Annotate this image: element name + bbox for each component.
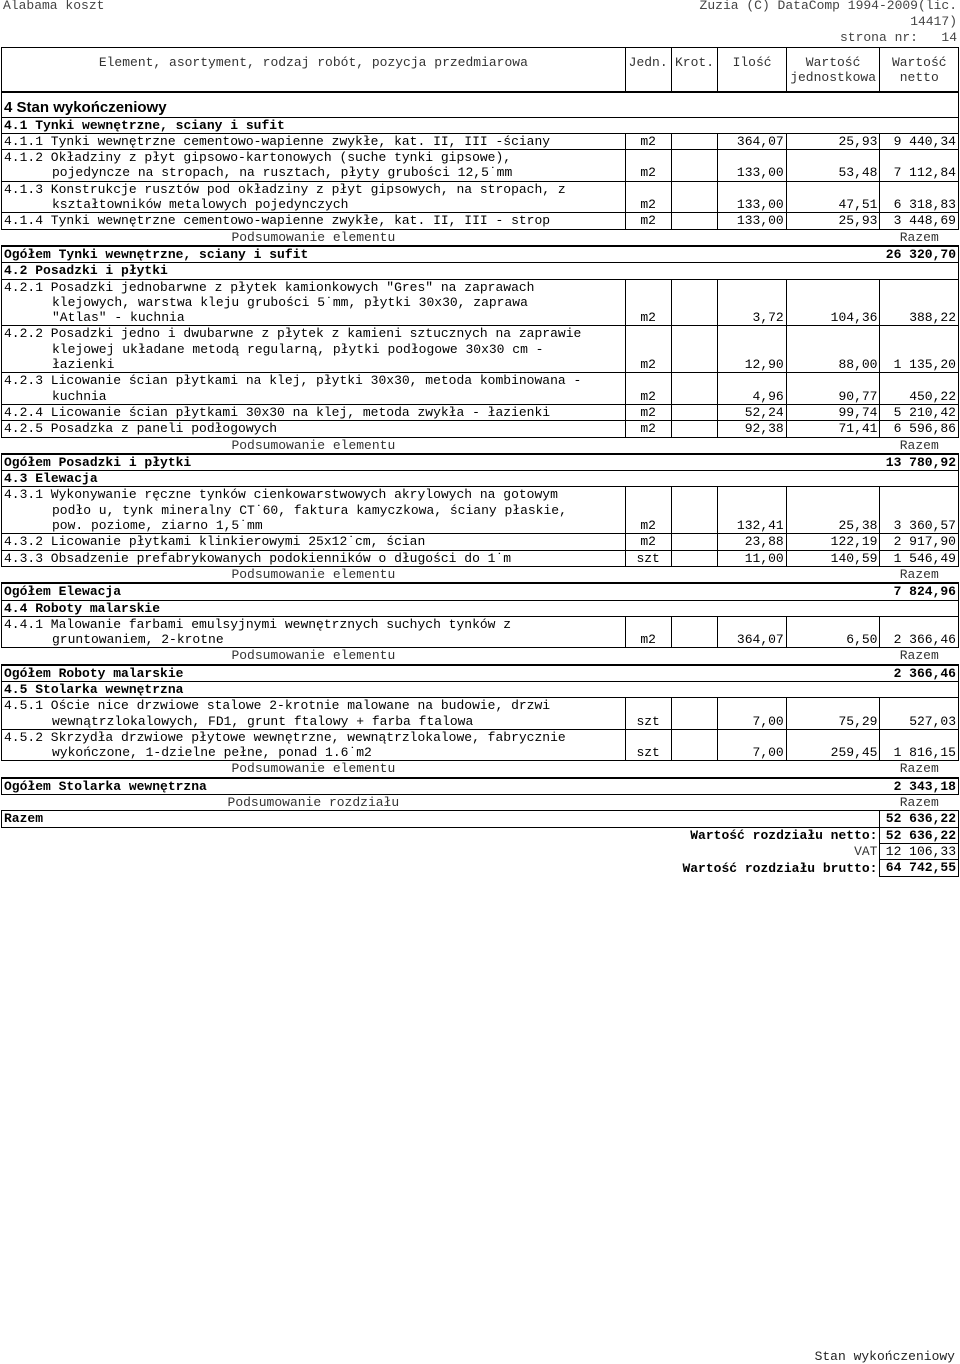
item-description [2, 373, 626, 405]
item-description [2, 279, 626, 326]
item-net-value: 9 440,34 [880, 133, 959, 149]
item-unit-price: 6,50 [786, 616, 880, 648]
description-line: pow. poziome, ziarno 1,5˙mm [52, 518, 263, 534]
item-krot [671, 213, 718, 229]
element-summary-label: Podsumowanie elementu [2, 229, 626, 246]
description-line: 4.2.2 Posadzki jedno i dwubarwne z płytek z kamieni sztucznych na zaprawie [4, 326, 582, 342]
element-summary-row [2, 437, 959, 454]
element-summary-label: Podsumowanie elementu [2, 437, 626, 454]
license-line-2: 14417) [910, 14, 957, 29]
description-line: 4.2.5 Posadzka z paneli podłogowych [4, 421, 278, 437]
item-unit-price: 47,51 [786, 181, 880, 213]
description-line: 4.1.1 Tynki wewnętrzne cementowo-wapienne zwykłe, kat. II, III -ściany [4, 133, 551, 149]
element-summary-row [2, 229, 959, 246]
description-line: "Atlas" - kuchnia [52, 310, 185, 326]
item-unit: m2 [625, 133, 671, 149]
table-row [2, 150, 959, 182]
description-line: podło u, tynk mineralny CT˙60, faktura kamyczkowa, ściany płaskie, [52, 502, 567, 518]
description-line: 4.1.3 Konstrukcje rusztów pod okładziny z płyt gipsowych, na stropach, z [4, 181, 566, 197]
item-description [2, 326, 626, 373]
item-krot [671, 150, 718, 182]
description-line: łazienki [52, 357, 115, 373]
item-krot [671, 616, 718, 648]
description-line: 4.3.3 Obsadzenie prefabrykowanych podokienników o długości do 1˙m [4, 550, 512, 566]
item-unit: m2 [625, 279, 671, 326]
grand-total-label: Razem [2, 811, 880, 827]
description-line: 4.2.1 Posadzki jednobarwne z płytek kamionkowych "Gres" na zaprawach [4, 279, 535, 295]
description-line: 4.5.2 Skrzydła drzwiowe płytowe wewnętrzne, wewnątrzlokalowe, fabrycznie [4, 729, 566, 745]
item-net-value: 450,22 [880, 373, 959, 405]
item-description [2, 729, 626, 761]
item-krot [671, 421, 718, 437]
section-title-row [2, 471, 959, 487]
page-indicator [700, 30, 957, 46]
item-unit-price: 90,77 [786, 373, 880, 405]
table-row [2, 373, 959, 405]
col-description-header: Element, asortyment, rodzaj robót, pozycja przedmiarowa [2, 48, 626, 92]
description-line: 4.4.1 Malowanie farbami emulsyjnymi wewnętrznych suchych tynków z [4, 616, 512, 632]
item-unit-price: 25,93 [786, 213, 880, 229]
section-total-value: 2 343,18 [880, 778, 959, 795]
item-description [2, 213, 626, 229]
item-net-value: 3 360,57 [880, 487, 959, 534]
razem-label: Razem [880, 566, 959, 583]
element-summary-row [2, 648, 959, 665]
section-title-row [2, 263, 959, 279]
chapter-grand-total-row [2, 811, 959, 827]
item-krot [671, 279, 718, 326]
item-unit: szt [625, 698, 671, 730]
section-total-row [2, 246, 959, 263]
item-net-value: 1 546,49 [880, 550, 959, 566]
item-net-value: 388,22 [880, 279, 959, 326]
item-unit-price: 122,19 [786, 534, 880, 550]
section-total-value: 2 366,46 [880, 665, 959, 682]
chapter-vat-amount: 12 106,33 [880, 843, 959, 859]
col-quantity-header: Ilość [718, 48, 786, 92]
section-title-row [2, 681, 959, 697]
col-unit-value-header: Wartość jednostkowa [786, 48, 880, 92]
item-description [2, 181, 626, 213]
item-krot [671, 373, 718, 405]
razem-label: Razem [880, 648, 959, 665]
item-unit-price: 99,74 [786, 404, 880, 420]
section-title: 4.1 Tynki wewnętrzne, sciany i sufit [2, 117, 959, 133]
section-total-label: Ogółem Posadzki i płytki [2, 454, 880, 471]
description-line: 4.3.2 Licowanie płytkami klinkierowymi 25x12˙cm, ścian [4, 534, 426, 550]
page-footer: Stan wykończeniowy [814, 1349, 955, 1364]
item-quantity: 92,38 [718, 421, 786, 437]
item-description [2, 698, 626, 730]
item-net-value: 1 135,20 [880, 326, 959, 373]
item-unit: szt [625, 550, 671, 566]
section-total-label: Ogółem Tynki wewnętrzne, sciany i sufit [2, 246, 880, 263]
item-quantity: 11,00 [718, 550, 786, 566]
razem-label: Razem [880, 437, 959, 454]
table-header-row [2, 48, 959, 92]
item-quantity: 23,88 [718, 534, 786, 550]
page-number: 14 [941, 30, 957, 45]
section-title: 4.4 Roboty malarskie [2, 600, 959, 616]
table-body [2, 92, 959, 876]
section-total-row [2, 583, 959, 600]
section-total-row [2, 665, 959, 682]
description-line: wykończone, 1-dzielne pełne, ponad 1.6˙m2 [52, 745, 372, 761]
section-total-value: 26 320,70 [880, 246, 959, 263]
table-row [2, 213, 959, 229]
section-total-row [2, 778, 959, 795]
section-title-row [2, 600, 959, 616]
table-row [2, 181, 959, 213]
item-unit-price: 104,36 [786, 279, 880, 326]
item-krot [671, 729, 718, 761]
item-krot [671, 487, 718, 534]
item-unit: m2 [625, 487, 671, 534]
table-row [2, 487, 959, 534]
item-unit: m2 [625, 373, 671, 405]
item-unit-price: 71,41 [786, 421, 880, 437]
item-quantity: 12,90 [718, 326, 786, 373]
item-unit: m2 [625, 181, 671, 213]
chapter-net-value-row [2, 827, 959, 843]
item-net-value: 6 318,83 [880, 181, 959, 213]
item-net-value: 3 448,69 [880, 213, 959, 229]
item-description [2, 534, 626, 550]
section-title: 4.3 Elewacja [2, 471, 959, 487]
cost-estimate-table [1, 47, 959, 877]
chapter-title: 4 Stan wykończeniowy [2, 92, 959, 118]
razem-label: Razem [880, 761, 959, 778]
table-row [2, 698, 959, 730]
item-krot [671, 698, 718, 730]
description-line: gruntowaniem, 2-krotne [52, 632, 224, 648]
element-summary-label: Podsumowanie elementu [2, 566, 626, 583]
item-unit-price: 88,00 [786, 326, 880, 373]
item-description [2, 133, 626, 149]
item-unit: m2 [625, 150, 671, 182]
section-title: 4.5 Stolarka wewnętrzna [2, 681, 959, 697]
item-description [2, 550, 626, 566]
element-summary-row [2, 761, 959, 778]
summary-blank [625, 229, 880, 246]
section-title-row [2, 117, 959, 133]
item-description [2, 150, 626, 182]
element-summary-label: Podsumowanie elementu [2, 648, 626, 665]
element-summary-row [2, 566, 959, 583]
section-total-label: Ogółem Stolarka wewnętrzna [2, 778, 880, 795]
grand-total-value: 52 636,22 [880, 811, 959, 827]
item-unit: m2 [625, 326, 671, 373]
item-unit-price: 25,38 [786, 487, 880, 534]
col-net-value-header: Wartość netto [880, 48, 959, 92]
item-net-value: 527,03 [880, 698, 959, 730]
item-unit-price: 75,29 [786, 698, 880, 730]
item-description [2, 487, 626, 534]
item-unit: m2 [625, 421, 671, 437]
chapter-summary-row [2, 795, 959, 811]
item-net-value: 7 112,84 [880, 150, 959, 182]
description-line: pojedyncze na stropach, na rusztach, płyty grubości 12,5˙mm [52, 165, 513, 181]
table-row [2, 326, 959, 373]
table-row [2, 133, 959, 149]
item-quantity: 4,96 [718, 373, 786, 405]
item-unit: m2 [625, 616, 671, 648]
item-quantity: 133,00 [718, 213, 786, 229]
item-quantity: 364,07 [718, 133, 786, 149]
item-quantity: 52,24 [718, 404, 786, 420]
program-title: Alabama koszt [3, 0, 105, 13]
description-line: 4.1.4 Tynki wewnętrzne cementowo-wapienne zwykłe, kat. II, III - strop [4, 213, 551, 229]
summary-blank [625, 437, 880, 454]
item-krot [671, 181, 718, 213]
description-line: 4.1.2 Okładziny z płyt gipsowo-kartonowych (suche tynki gipsowe), [4, 150, 512, 166]
table-row [2, 421, 959, 437]
chapter-summary-label: Podsumowanie rozdziału [2, 795, 626, 811]
item-description [2, 616, 626, 648]
col-unit-header: Jedn. [625, 48, 671, 92]
chapter-net-value-amount: 52 636,22 [880, 827, 959, 843]
section-total-label: Ogółem Elewacja [2, 583, 880, 600]
item-net-value: 6 596,86 [880, 421, 959, 437]
description-line: wewnątrzlokalowych, FD1, grunt ftalowy + farba ftalowa [52, 713, 474, 729]
table-row [2, 404, 959, 420]
summary-blank [625, 795, 880, 811]
item-net-value: 1 816,15 [880, 729, 959, 761]
description-line: 4.3.1 Wykonywanie ręczne tynków cienkowarstwowych akrylowych na gotowym [4, 487, 558, 503]
item-krot [671, 133, 718, 149]
chapter-vat-label: VAT [854, 844, 878, 860]
item-unit-price: 259,45 [786, 729, 880, 761]
table-row [2, 729, 959, 761]
section-total-value: 7 824,96 [880, 583, 959, 600]
license-line-1: Zuzia (C) DataComp 1994-2009(lic. [699, 0, 957, 13]
item-krot [671, 404, 718, 420]
section-title: 4.2 Posadzki i płytki [2, 263, 959, 279]
summary-blank [625, 761, 880, 778]
section-total-row [2, 454, 959, 471]
description-line: klejowych, warstwa kleju grubości 5˙mm, płytki 30x30, zaprawa [52, 294, 528, 310]
element-summary-label: Podsumowanie elementu [2, 761, 626, 778]
chapter-net-value-label: Wartość rozdziału netto: [690, 828, 878, 844]
item-net-value: 2 366,46 [880, 616, 959, 648]
summary-blank [625, 648, 880, 665]
item-description [2, 404, 626, 420]
item-krot [671, 534, 718, 550]
item-net-value: 5 210,42 [880, 404, 959, 420]
description-line: kształtowników metalowych pojedynczych [52, 197, 349, 213]
item-quantity: 364,07 [718, 616, 786, 648]
razem-label: Razem [880, 229, 959, 246]
item-unit: szt [625, 729, 671, 761]
description-line: 4.2.3 Licowanie ścian płytkami na klej, płytki 30x30, metoda kombinowana - [4, 373, 582, 389]
table-row [2, 550, 959, 566]
item-unit: m2 [625, 213, 671, 229]
item-quantity: 133,00 [718, 150, 786, 182]
item-quantity: 133,00 [718, 181, 786, 213]
item-unit-price: 53,48 [786, 150, 880, 182]
item-unit: m2 [625, 534, 671, 550]
table-row [2, 279, 959, 326]
item-quantity: 7,00 [718, 698, 786, 730]
item-quantity: 3,72 [718, 279, 786, 326]
chapter-gross-value-amount: 64 742,55 [880, 860, 959, 876]
section-total-value: 13 780,92 [880, 454, 959, 471]
chapter-vat-row [2, 843, 959, 859]
col-krot-header: Krot. [671, 48, 718, 92]
item-net-value: 2 917,90 [880, 534, 959, 550]
page-label: strona nr: [839, 30, 918, 45]
description-line: klejowej układane metodą regularną, płytki podłogowe 30x30 cm - [52, 341, 544, 357]
chapter-gross-value-label: Wartość rozdziału brutto: [682, 860, 878, 876]
razem-label: Razem [880, 795, 959, 811]
table-row [2, 534, 959, 550]
item-unit-price: 140,59 [786, 550, 880, 566]
license-info [700, 0, 957, 46]
chapter-row [2, 92, 959, 118]
item-quantity: 132,41 [718, 487, 786, 534]
table-row [2, 616, 959, 648]
item-quantity: 7,00 [718, 729, 786, 761]
item-unit: m2 [625, 404, 671, 420]
item-unit-price: 25,93 [786, 133, 880, 149]
item-krot [671, 550, 718, 566]
description-line: 4.5.1 Oście nice drzwiowe stalowe 2-krotnie malowane na budowie, drzwi [4, 698, 551, 714]
item-krot [671, 326, 718, 373]
section-total-label: Ogółem Roboty malarskie [2, 665, 880, 682]
description-line: 4.2.4 Licowanie ścian płytkami 30x30 na klej, metoda zwykła - łazienki [4, 404, 551, 420]
item-description [2, 421, 626, 437]
description-line: kuchnia [52, 388, 107, 404]
chapter-gross-value-row [2, 860, 959, 876]
summary-blank [625, 566, 880, 583]
